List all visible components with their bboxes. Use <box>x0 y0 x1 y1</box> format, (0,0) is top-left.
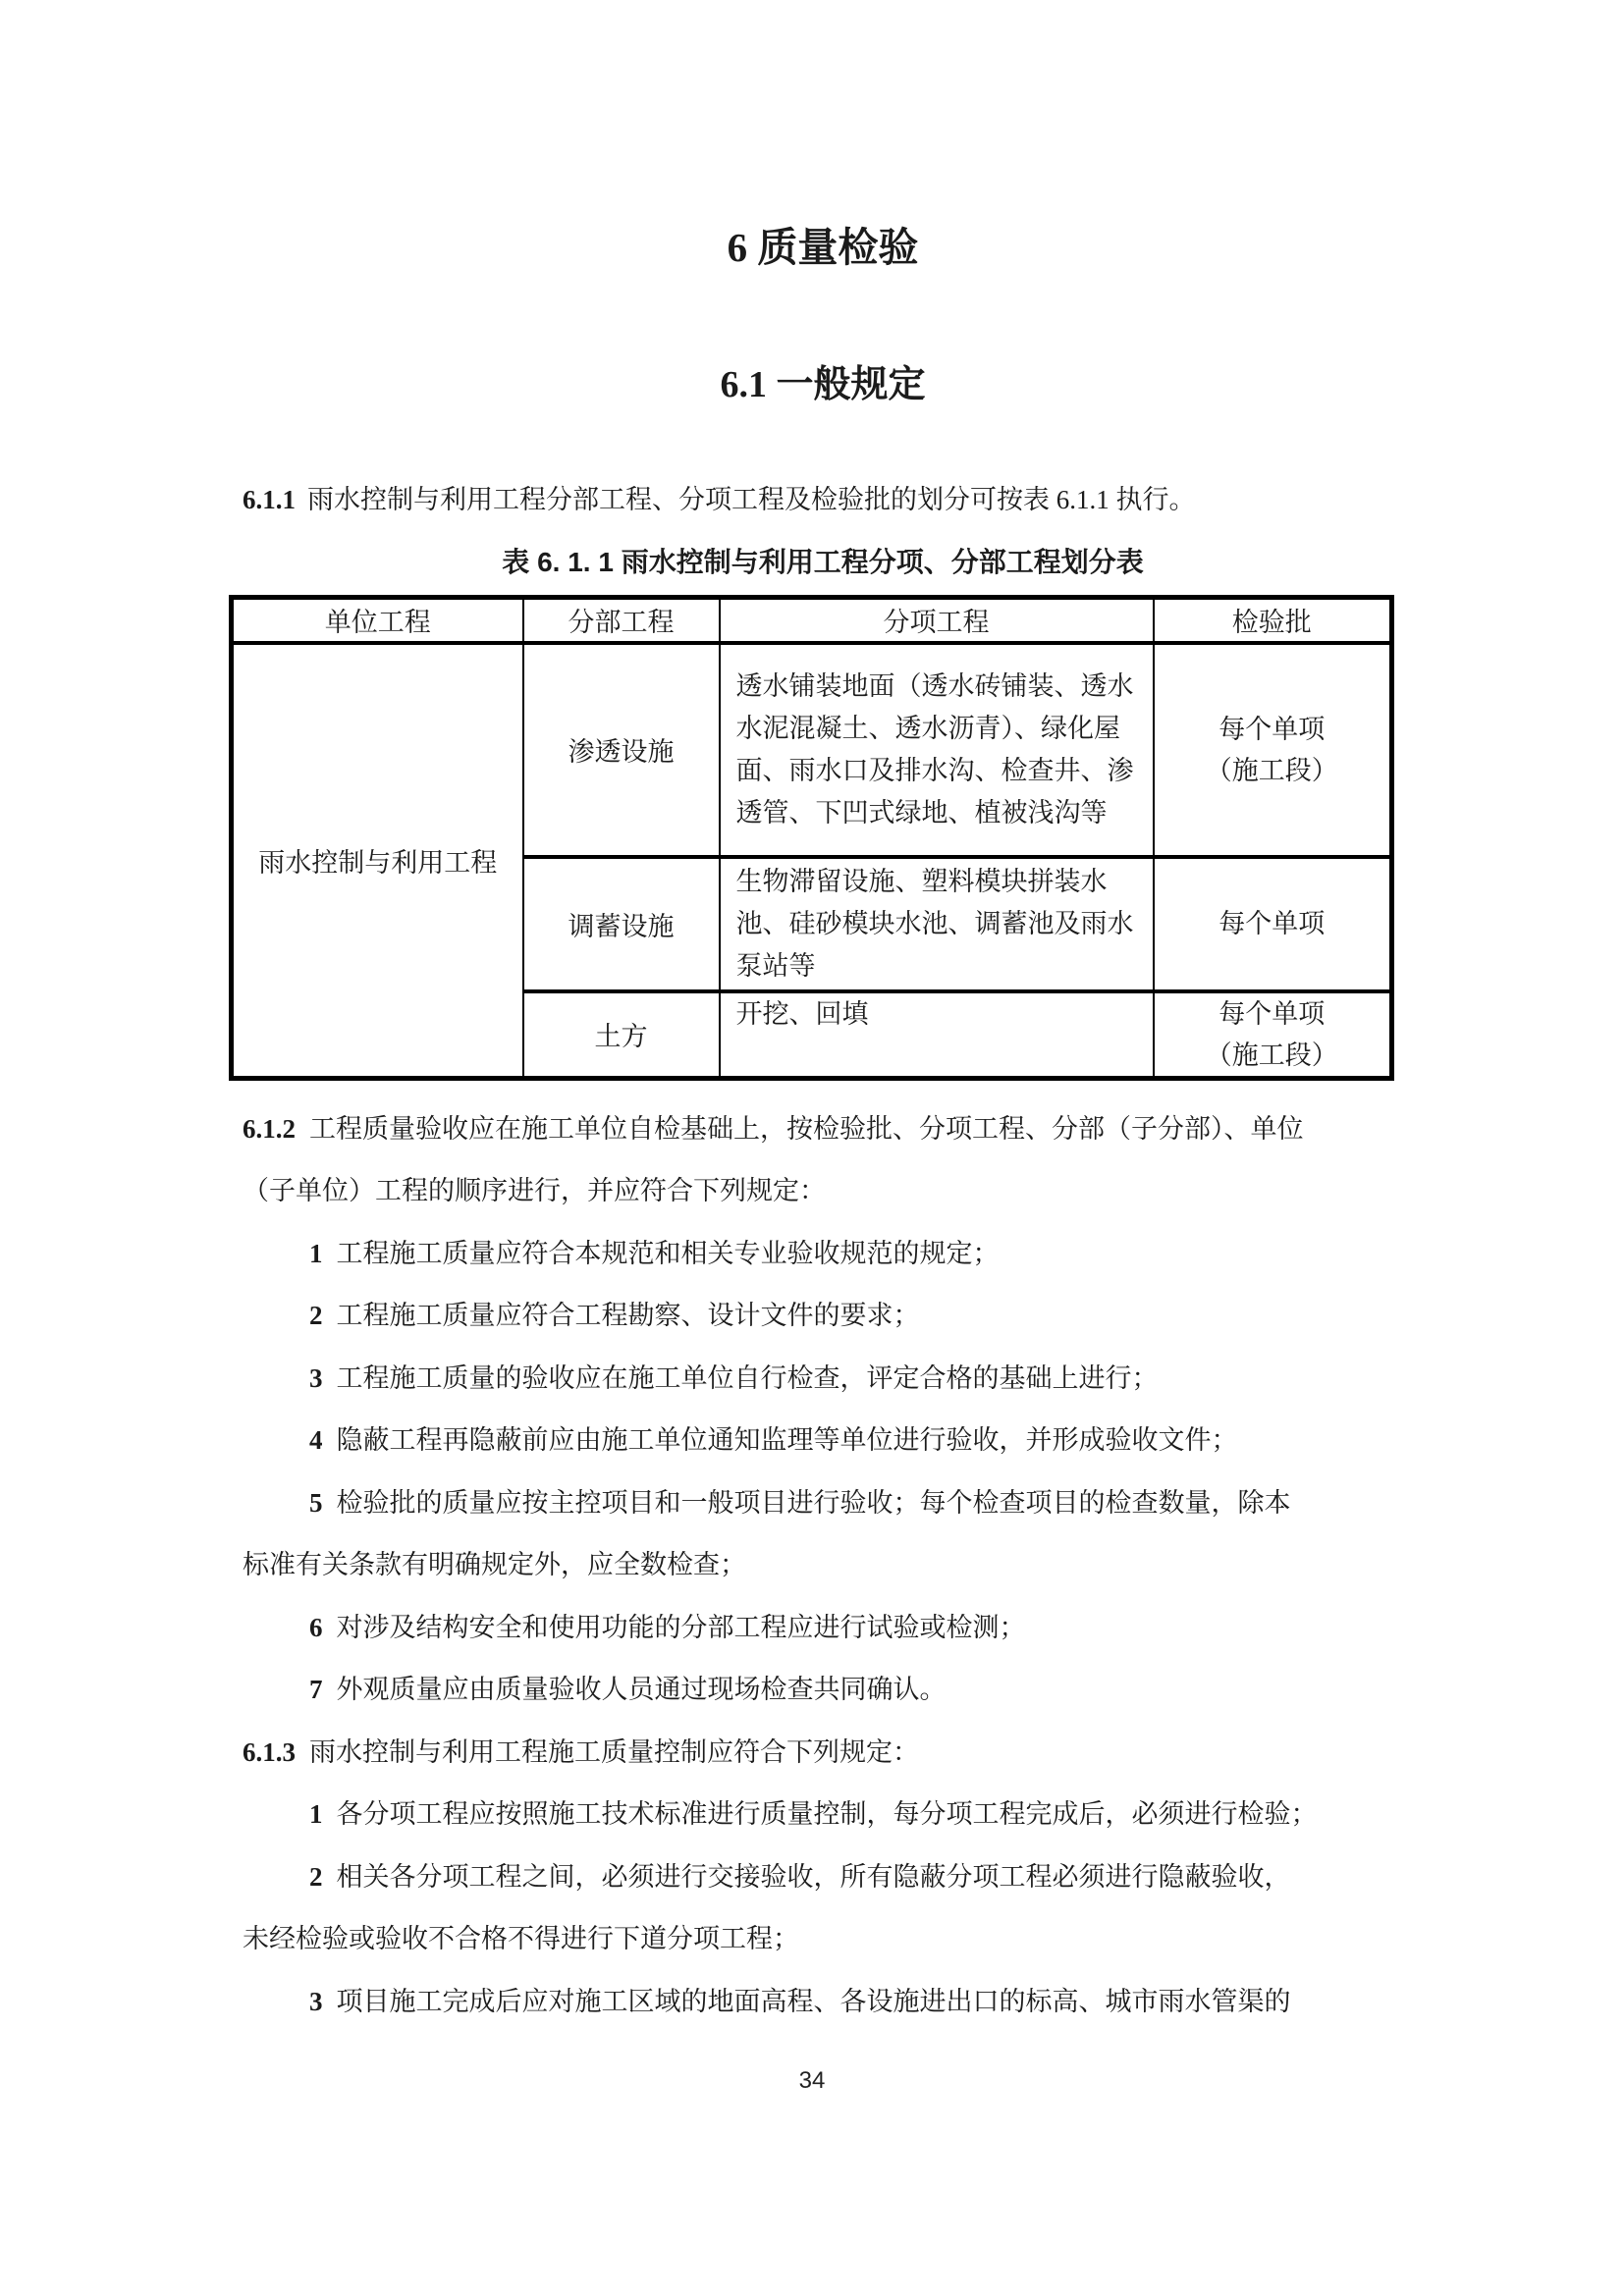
cell-subitems: 开挖、回填 <box>720 991 1154 1079</box>
body-line <box>243 1597 1403 1660</box>
cell-unit-project: 雨水控制与利用工程 <box>232 643 523 1079</box>
header-subitem-project: 分项工程 <box>720 598 1154 643</box>
cell-subitems: 生物滞留设施、塑料模块拼装水池、硅砂模块水池、调蓄池及雨水泵站等 <box>720 857 1154 991</box>
body-line-text: （子单位）工程的顺序进行，并应符合下列规定： <box>243 1176 826 1205</box>
body-line <box>243 1784 1403 1846</box>
table-caption: 表 6. 1. 1 雨水控制与利用工程分项、分部工程划分表 <box>502 547 1144 577</box>
clause-6-1-1-text: 雨水控制与利用工程分部工程、分项工程及检验批的划分可按表 6.1.1 执行。 <box>307 485 1196 514</box>
body-line <box>243 1971 1403 2034</box>
header-unit-project: 单位工程 <box>232 598 523 643</box>
body-line <box>243 1534 1403 1597</box>
item-number: 2 <box>309 1861 323 1892</box>
cell-batch <box>1154 857 1392 991</box>
body-line <box>243 1846 1403 1909</box>
body-text <box>243 1098 1403 2034</box>
item-number: 4 <box>309 1425 323 1455</box>
body-line-text: 各分项工程应按照施工技术标准进行质量控制，每分项工程完成后，必须进行检验； <box>336 1799 1318 1829</box>
body-line <box>243 1659 1403 1722</box>
body-line-text: 相关各分项工程之间，必须进行交接验收，所有隐蔽分项工程必须进行隐蔽验收， <box>336 1861 1291 1892</box>
clause-number: 6.1.2 <box>243 1113 296 1144</box>
cell-division: 土方 <box>523 991 720 1079</box>
body-line <box>243 1722 1403 1785</box>
cell-subitems: 透水铺装地面（透水砖铺装、透水水泥混凝土、透水沥青）、绿化屋面、雨水口及排水沟、检查井、渗透管、下凹式绿地、植被浅沟等 <box>720 643 1154 857</box>
body-line-text: 对涉及结构安全和使用功能的分部工程应进行试验或检测； <box>336 1612 1026 1642</box>
batch-line: （施工段） <box>1205 1040 1338 1070</box>
page-number: 34 <box>798 2067 826 2094</box>
item-number: 3 <box>309 1986 323 2016</box>
item-number: 3 <box>309 1362 323 1393</box>
body-line <box>243 1348 1403 1411</box>
division-table <box>229 595 1394 1081</box>
cell-batch <box>1154 991 1392 1079</box>
header-inspection-batch: 检验批 <box>1154 598 1392 643</box>
body-line-text: 项目施工完成后应对施工区域的地面高程、各设施进出口的标高、城市雨水管渠的 <box>336 1986 1291 2016</box>
clause-6-1-1 <box>243 480 1403 519</box>
item-number: 6 <box>309 1612 323 1642</box>
batch-line: （施工段） <box>1205 755 1338 785</box>
clause-6-1-1-number: 6.1.1 <box>243 485 296 514</box>
body-line-text: 雨水控制与利用工程施工质量控制应符合下列规定： <box>309 1736 919 1767</box>
chapter-title: 6 质量检验 <box>727 225 919 270</box>
body-line-text: 隐蔽工程再隐蔽前应由施工单位通知监理等单位进行验收，并形成验收文件； <box>336 1425 1238 1455</box>
body-line-text: 标准有关条款有明确规定外，应全数检查； <box>243 1550 746 1579</box>
body-line <box>243 1223 1403 1286</box>
item-number: 1 <box>309 1799 323 1829</box>
cell-division: 调蓄设施 <box>523 857 720 991</box>
item-number: 7 <box>309 1675 323 1704</box>
header-division-project: 分部工程 <box>523 598 720 643</box>
batch-line: 每个单项 <box>1218 909 1326 938</box>
table-row <box>232 643 1392 857</box>
body-line-text: 未经检验或验收不合格不得进行下道分项工程； <box>243 1924 799 1953</box>
body-line <box>243 1410 1403 1472</box>
section-title: 6.1 一般规定 <box>720 364 926 405</box>
table-header-row <box>232 598 1392 643</box>
cell-batch <box>1154 643 1392 857</box>
item-number: 2 <box>309 1301 323 1330</box>
body-line <box>243 1160 1403 1223</box>
item-number: 5 <box>309 1487 323 1518</box>
body-line <box>243 1908 1403 1971</box>
page-content <box>243 0 1403 2033</box>
body-line <box>243 1472 1403 1535</box>
clause-number: 6.1.3 <box>243 1736 296 1767</box>
body-line-text: 工程施工质量应符合本规范和相关专业验收规范的规定； <box>336 1238 1000 1268</box>
body-line-text: 工程施工质量应符合工程勘察、设计文件的要求； <box>336 1301 920 1330</box>
item-number: 1 <box>309 1238 323 1268</box>
body-line-text: 工程质量验收应在施工单位自检基础上，按检验批、分项工程、分部（子分部）、单位 <box>309 1113 1304 1144</box>
batch-line: 每个单项 <box>1218 714 1326 744</box>
cell-division: 渗透设施 <box>523 643 720 857</box>
body-line-text: 外观质量应由质量验收人员通过现场检查共同确认。 <box>336 1675 947 1704</box>
body-line-text: 工程施工质量的验收应在施工单位自行检查，评定合格的基础上进行； <box>336 1362 1159 1393</box>
body-line-text: 检验批的质量应按主控项目和一般项目进行验收；每个检查项目的检查数量，除本 <box>336 1487 1291 1518</box>
body-line <box>243 1285 1403 1348</box>
body-line <box>243 1098 1403 1161</box>
batch-line: 每个单项 <box>1218 998 1326 1029</box>
